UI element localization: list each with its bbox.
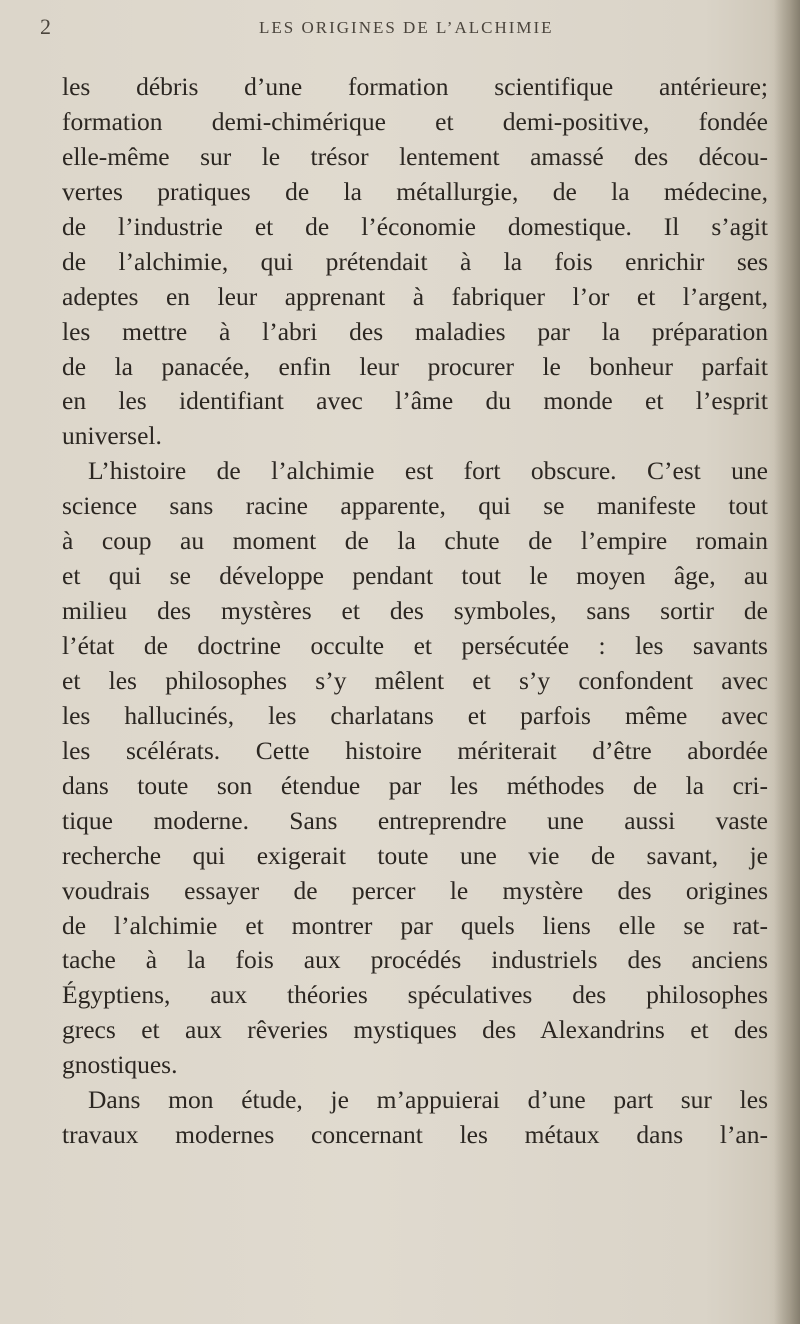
text-line: grecs et aux rêveries mystiques des Alexandrins et des xyxy=(62,1015,768,1045)
text-line: universel. xyxy=(62,421,162,451)
text-line: en les identifiant avec l’âme du monde et l’esprit xyxy=(62,386,768,416)
text-line: de l’industrie et de l’économie domestique. Il s’agit xyxy=(62,211,768,241)
text-line: travaux modernes concernant les métaux dans l’an- xyxy=(62,1120,768,1150)
text-line: les débris d’une formation scientifique antérieure; xyxy=(62,72,768,101)
paragraph-start-line: L’histoire de l’alchimie est fort obscure. C’est une xyxy=(88,456,768,486)
text-line: les mettre à l’abri des maladies par la préparation xyxy=(62,316,768,346)
text-line: et les philosophes s’y mêlent et s’y confondent avec xyxy=(62,665,768,695)
running-head xyxy=(0,14,800,54)
text-line: recherche qui exigerait toute une vie de savant, je xyxy=(62,840,768,870)
text-line: tache à la fois aux procédés industriels des anciens xyxy=(62,945,768,975)
text-line: milieu des mystères et des symboles, sans sortir de xyxy=(62,596,768,626)
text-line: de l’alchimie et montrer par quels liens elle se rat- xyxy=(62,910,768,940)
text-line: vertes pratiques de la métallurgie, de la médecine, xyxy=(62,176,768,206)
text-line: de la panacée, enfin leur procurer le bonheur parfait xyxy=(62,351,768,381)
text-line: à coup au moment de la chute de l’empire romain xyxy=(62,526,768,556)
text-line: science sans racine apparente, qui se manifeste tout xyxy=(62,491,768,521)
page-number: 2 xyxy=(40,14,51,39)
page-edge-shadow xyxy=(774,0,800,1324)
text-line: elle-même sur le trésor lentement amassé des décou- xyxy=(62,141,768,171)
text-line: l’état de doctrine occulte et persécutée : les savants xyxy=(62,631,768,660)
text-line: voudrais essayer de percer le mystère des origines xyxy=(62,875,768,905)
text-line: de l’alchimie, qui prétendait à la fois enrichir ses xyxy=(62,246,768,276)
paragraph-start-line: Dans mon étude, je m’appuierai d’une part sur les xyxy=(88,1085,768,1115)
text-line: Égyptiens, aux théories spéculatives des philosophes xyxy=(62,980,768,1010)
text-line: tique moderne. Sans entreprendre une aussi vaste xyxy=(62,805,768,835)
text-line: adeptes en leur apprenant à fabriquer l’or et l’argent, xyxy=(62,281,768,311)
text-line: formation demi-chimérique et demi-positive, fondée xyxy=(62,106,768,136)
text-line: dans toute son étendue par les méthodes de la cri- xyxy=(62,770,768,800)
running-head-title: LES ORIGINES DE L’ALCHIMIE xyxy=(259,18,554,37)
text-line: gnostiques. xyxy=(62,1050,178,1080)
text-line: et qui se développe pendant tout le moyen âge, au xyxy=(62,561,768,591)
text-line: les scélérats. Cette histoire mériterait d’être abordée xyxy=(62,735,768,765)
body-text xyxy=(62,70,768,1153)
text-line: les hallucinés, les charlatans et parfois même avec xyxy=(62,700,768,730)
